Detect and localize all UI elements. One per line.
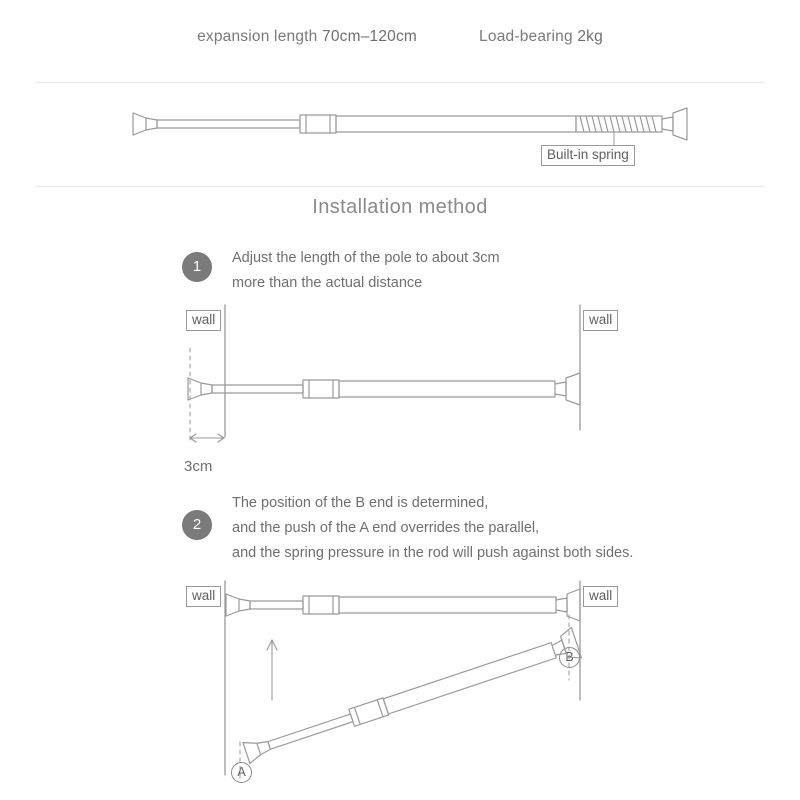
spec-load-bearing — [479, 28, 603, 46]
step-2-line-2: and the push of the A end overrides the parallel, — [232, 520, 540, 536]
step-1-line-2: more than the actual distance — [232, 275, 423, 291]
spec-expansion-length — [197, 28, 417, 46]
step-1-wall-left-label: wall — [186, 310, 221, 331]
divider-middle — [36, 186, 764, 187]
spec-load-bearing-label: Load-bearing — [479, 28, 573, 45]
product-rod-illustration — [133, 108, 687, 145]
step-1-badge: 1 — [182, 252, 212, 282]
step-1-line-1: Adjust the length of the pole to about 3cm — [232, 250, 500, 266]
step-2-line-3: and the spring pressure in the rod will push against both sides. — [232, 545, 634, 561]
built-in-spring-label: Built-in spring — [541, 145, 635, 166]
step-1-illustration — [188, 305, 580, 442]
page-title: Installation method — [312, 196, 488, 218]
step-2-badge: 2 — [182, 510, 212, 540]
step-2-wall-left-label: wall — [186, 586, 221, 607]
spec-load-bearing-value: 2kg — [577, 28, 603, 45]
spec-expansion-length-value: 70cm–120cm — [322, 28, 418, 45]
step-2-end-a-label: A — [231, 762, 252, 783]
divider-top — [36, 82, 764, 83]
step-1-gap-label: 3cm — [184, 458, 213, 475]
specification-row — [0, 28, 800, 46]
step-2-line-1: The position of the B end is determined, — [232, 495, 489, 511]
step-2-wall-right-label: wall — [583, 586, 618, 607]
spec-expansion-length-label: expansion length — [197, 28, 318, 45]
step-2-end-b-label: B — [559, 647, 580, 668]
step-2-illustration — [225, 581, 582, 782]
step-1-wall-right-label: wall — [583, 310, 618, 331]
